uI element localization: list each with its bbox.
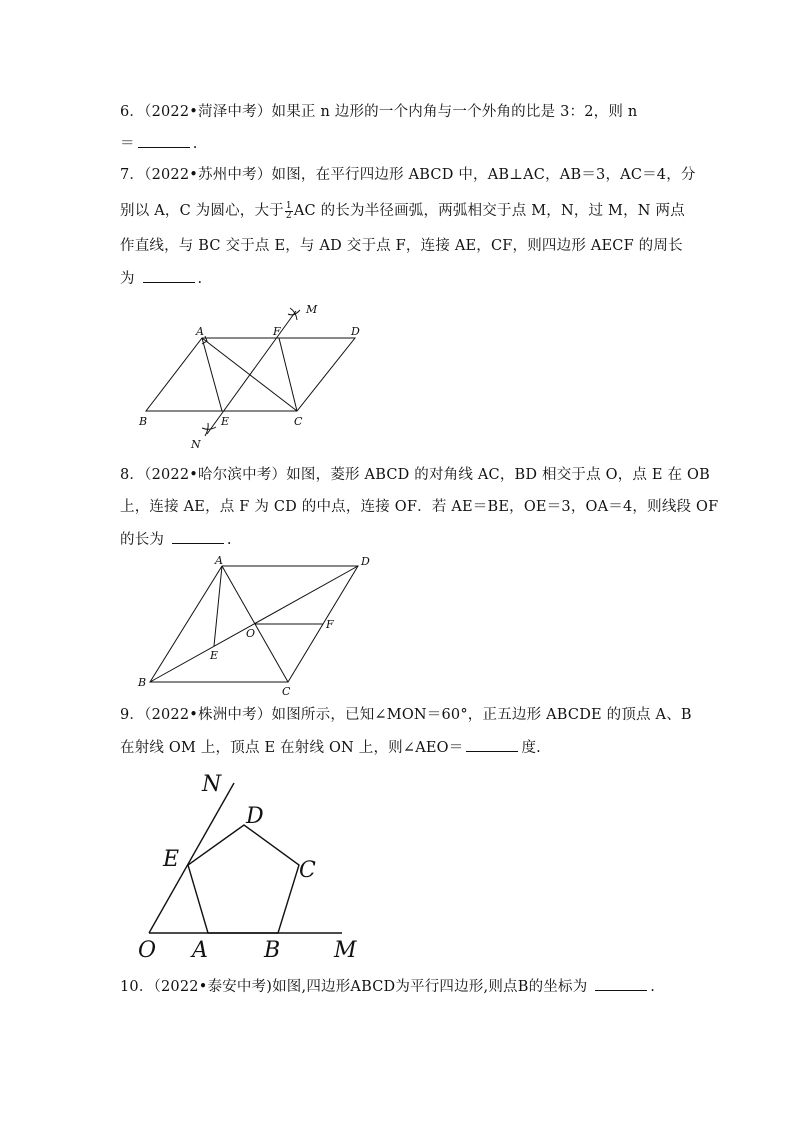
label-a: A [192,938,208,963]
label-c: C [282,685,291,698]
q7-line-2-prefix: 别以 A，C 为圆心，大于 [120,203,284,219]
label-d: D [351,325,360,338]
label-d: D [246,804,264,829]
q7-line-2 [120,201,685,221]
q7-line-4 [120,268,202,289]
label-a: A [215,554,223,567]
q7-line-1: 7．（2022•苏州中考）如图，在平行四边形 ABCD 中，AB⊥AC，AB＝3，AC＝4，分 [120,167,696,183]
label-b: B [139,415,148,428]
q8-figure-rhombus [130,552,390,702]
q8-line-1: 8．（2022•哈尔滨中考）如图，菱形 ABCD 的对角线 AC，BD 相交于点 O，点 E 在 OB [120,467,710,483]
segment-ae [214,566,222,646]
q8-line-2: 上，连接 AE，点 F 为 CD 的中点，连接 OF．若 AE＝BE，OE＝3，OA＝4，则线段 OF [120,499,719,515]
label-e: E [221,415,230,428]
q10-line-1-prefix: 10．（2022•泰安中考)如图,四边形ABCD为平行四边形,则点B的坐标为 [120,979,593,995]
q7-line-3: 作直线，与 BC 交于点 E，与 AD 交于点 F，连接 AE，CF，则四边形 AECF 的周长 [120,238,683,254]
label-d: D [361,555,370,568]
label-n: N [191,438,201,448]
q8-answer-blank[interactable] [172,529,224,544]
label-f: F [326,618,334,631]
label-o: O [138,938,157,963]
label-f: F [273,325,281,338]
q6-line-2-suffix: . [192,136,198,152]
label-n: N [202,772,222,797]
q9-line-1: 9．（2022•株洲中考）如图所示，已知∠MON＝60°，正五边形 ABCDE 的顶点 A、B [120,707,692,723]
q7-figure-parallelogram [130,298,380,448]
label-a: A [196,325,204,338]
label-e: E [163,847,180,872]
q7-line-4-prefix: 为 [120,271,140,287]
q10-line-1 [120,976,655,997]
q9-figure-pentagon [130,765,370,965]
q9-answer-blank[interactable] [466,737,518,752]
q7-line-4-suffix: . [197,271,203,287]
q8-line-3 [120,529,232,550]
q9-line-2 [120,737,541,758]
q9-line-2-prefix: 在射线 OM 上，顶点 E 在射线 ON 上，则∠AEO＝ [120,740,464,756]
q6-line-1: 6．（2022•菏泽中考）如果正 n 边形的一个内角与一个外角的比是 3：2，则 n [120,104,638,120]
q8-line-3-prefix: 的长为 [120,532,169,548]
q8-line-3-suffix: . [226,532,232,548]
segment-cf [279,338,297,411]
label-m: M [334,938,357,963]
q6-line-2-prefix: ＝ [120,136,135,152]
label-c: C [294,415,303,428]
q9-line-2-suffix: 度. [521,740,541,756]
label-e: E [210,649,219,662]
regular-pentagon-abcde [188,825,299,933]
q10-line-1-suffix: . [650,979,656,995]
label-o: O [246,627,256,640]
one-half-fraction [285,202,293,221]
label-b: B [138,676,147,689]
fraction-denominator: 2 [285,210,292,221]
q6-line-2 [120,133,198,154]
label-c: C [299,858,316,883]
label-m: M [306,303,318,316]
fraction-numerator: 1 [285,200,292,211]
label-b: B [264,938,281,963]
segment-ae [202,338,222,411]
q6-answer-blank[interactable] [138,133,190,148]
q10-answer-blank[interactable] [595,976,647,991]
ray-on [149,783,234,933]
arc-mark-n1 [202,427,216,429]
q7-answer-blank[interactable] [143,268,195,283]
q7-line-2-suffix: AC 的长为半径画弧，两弧相交于点 M，N，过 M，N 两点 [293,203,685,219]
